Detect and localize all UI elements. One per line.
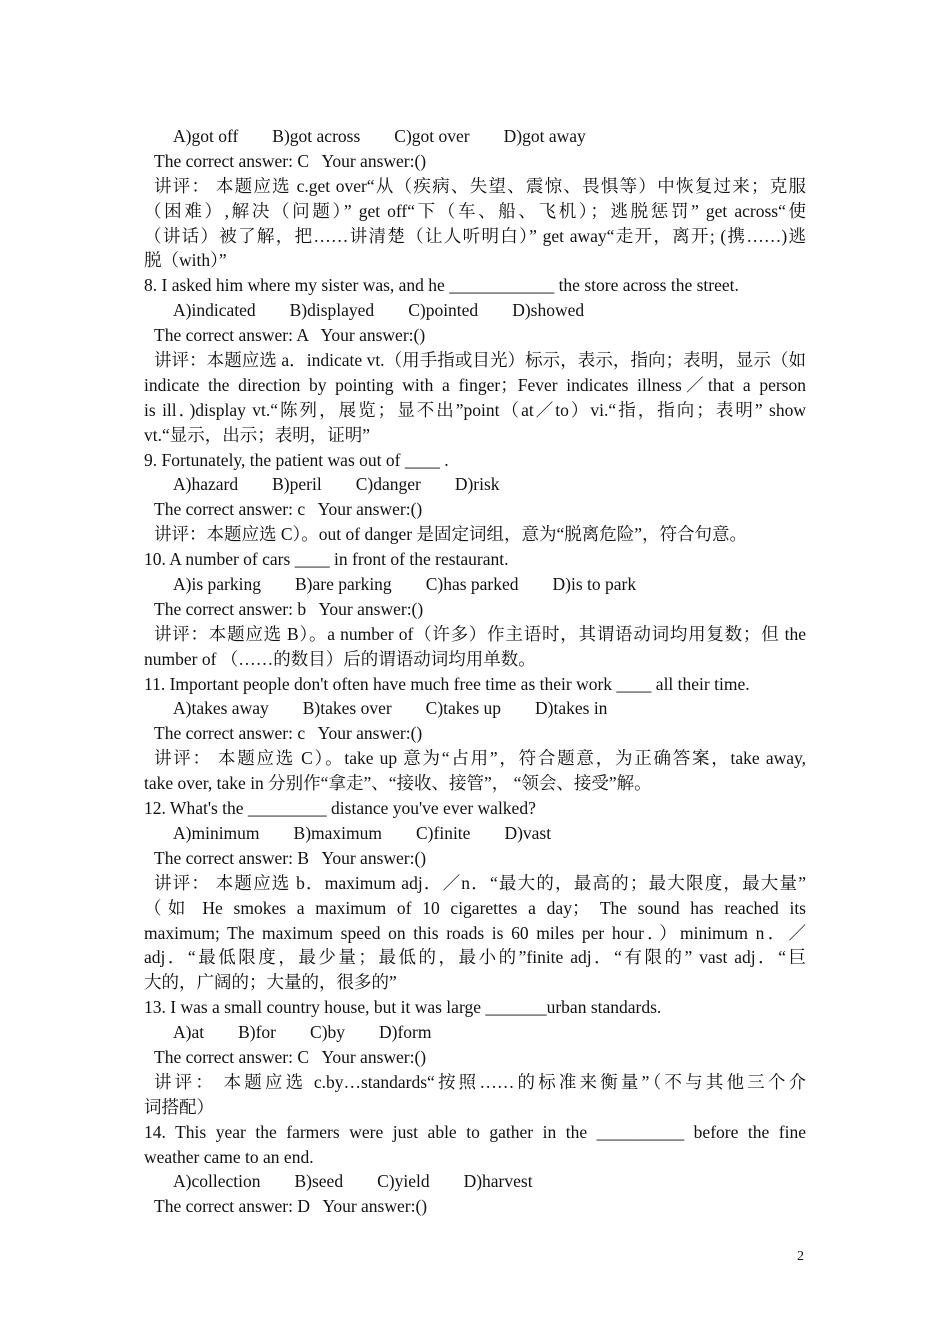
comment-line: 讲评： 本题应选 b．maximum adj．／n．“最大的，最高的；最大限度，最大量”: [154, 872, 806, 893]
option-item: B)for: [238, 1022, 277, 1043]
option-item: A)got off: [173, 126, 239, 146]
text-line: weather came to an end.: [144, 1146, 314, 1167]
text-line: indicate the direction by pointing with a finger；Fever indicates illness／that a person: [144, 374, 806, 395]
option-item: C)yield: [377, 1171, 430, 1192]
comment-line: 讲评： 本题应选 c.get over“从（疾病、失望、震惊、畏惧等）中恢复过来；克服: [154, 175, 806, 196]
question-line: 12. What's the _________ distance you've ever walked?: [144, 798, 536, 819]
text-line: maximum; The maximum speed on this roads is 60 miles per hour．）minimum n．／: [144, 922, 806, 943]
question-line: 9. Fortunately, the patient was out of ____ .: [144, 449, 449, 470]
answer-line: The correct answer: c Your answer:(): [154, 499, 423, 520]
option-item: C)danger: [355, 474, 421, 495]
option-item: C)has parked: [425, 574, 519, 595]
option-item: A)takes away: [173, 698, 269, 719]
answer-options: [144, 1020, 806, 1045]
answer-line: The correct answer: C Your answer:(): [154, 150, 427, 171]
text-line: take over, take in 分别作“拿走”、“接收、接管”， “领会、接受”解。: [144, 773, 652, 794]
option-item: B)are parking: [294, 574, 392, 595]
option-item: C)finite: [416, 822, 471, 843]
text-line: adj．“最低限度，最少量；最低的，最小的”finite adj．“有限的” vast adj．“巨: [144, 947, 806, 968]
option-item: A)indicated: [173, 300, 256, 321]
question-line: 10. A number of cars ____ in front of the restaurant.: [144, 549, 509, 570]
comment-line: 讲评： 本题应选 c.by…standards“按照……的标准来衡量”（不与其他三个介: [154, 1071, 806, 1092]
answer-line: The correct answer: A Your answer:(): [154, 325, 426, 346]
page-content: [144, 124, 806, 1219]
comment-line: 讲评：本题应选 B）。a number of（许多）作主语时，其谓语动词均用复数；但 the: [154, 623, 806, 644]
text-line: 大的，广阔的；大量的，很多的”: [144, 972, 397, 993]
option-item: C)takes up: [425, 698, 502, 719]
option-item: A)collection: [173, 1171, 261, 1192]
answer-options: [144, 1169, 806, 1194]
answer-line: The correct answer: c Your answer:(): [154, 723, 423, 744]
answer-line: The correct answer: b Your answer:(): [154, 598, 424, 619]
answer-line: The correct answer: C Your answer:(): [154, 1046, 427, 1067]
text-line: （如 He smokes a maximum of 10 cigarettes a day； The sound has reached its: [144, 897, 806, 918]
text-line: is ill．)display vt.“陈列，展览；显不出”point（at／to）vi.“指，指向；表明” show: [144, 399, 806, 420]
answer-options: [144, 124, 806, 149]
option-item: C)pointed: [408, 300, 479, 321]
text-line: 词搭配）: [144, 1096, 214, 1117]
answer-options: [144, 821, 806, 846]
text-line: vt.“显示，出示；表明，证明”: [144, 424, 371, 445]
text-line: 14. This year the farmers were just able to gather in the __________ before the fine: [144, 1121, 806, 1142]
comment-line: 讲评： 本题应选 C）。take up 意为“占用”，符合题意，为正确答案，take away,: [154, 748, 806, 769]
option-item: B)maximum: [293, 822, 382, 843]
text-line: （困难）,解决（问题）” get off“下（车、船、飞机）；逃脱惩罚” get across“使: [144, 200, 806, 221]
option-item: B)takes over: [302, 698, 392, 719]
option-item: D)form: [379, 1022, 432, 1043]
answer-options: [144, 298, 806, 323]
answer-line: The correct answer: D Your answer:(): [154, 1196, 428, 1217]
option-item: A)hazard: [173, 474, 239, 495]
option-item: C)by: [310, 1022, 346, 1043]
option-item: D)harvest: [463, 1171, 533, 1192]
option-item: D)vast: [504, 822, 552, 843]
option-item: D)is to park: [552, 574, 637, 595]
page-number: 2: [797, 1249, 804, 1264]
text-line: 脱（with）”: [144, 250, 227, 271]
option-item: A)is parking: [173, 574, 261, 595]
option-item: B)got across: [272, 126, 361, 146]
option-item: A)minimum: [173, 822, 260, 843]
text-line: （讲话）被了解，把……讲清楚（让人听明白）” get away“走开，离开; (携……)逃: [144, 225, 806, 246]
answer-options: [144, 472, 806, 497]
option-item: D)takes in: [535, 698, 608, 719]
comment-line: 讲评：本题应选 C）。out of danger 是固定词组，意为“脱离危险”，符合句意。: [154, 524, 748, 545]
option-item: B)seed: [294, 1171, 344, 1192]
option-item: B)displayed: [289, 300, 375, 321]
question-line: 13. I was a small country house, but it was large _______urban standards.: [144, 997, 662, 1018]
option-item: D)got away: [503, 126, 586, 146]
answer-options: [144, 696, 806, 721]
option-item: A)at: [173, 1022, 205, 1043]
question-line: 11. Important people don't often have much free time as their work ____ all their time.: [144, 673, 750, 694]
answer-line: The correct answer: B Your answer:(): [154, 847, 427, 868]
comment-line: 讲评：本题应选 a．indicate vt.（用手指或目光）标示，表示，指向；表明，显示（如: [154, 350, 806, 371]
answer-options: [144, 572, 806, 597]
option-item: B)peril: [272, 474, 322, 495]
option-item: D)risk: [454, 474, 500, 495]
option-item: D)showed: [512, 300, 585, 321]
question-line: 8. I asked him where my sister was, and he ____________ the store across the street.: [144, 275, 739, 296]
option-item: C)got over: [394, 126, 470, 146]
text-line: number of （……的数目）后的谓语动词均用单数。: [144, 648, 536, 669]
